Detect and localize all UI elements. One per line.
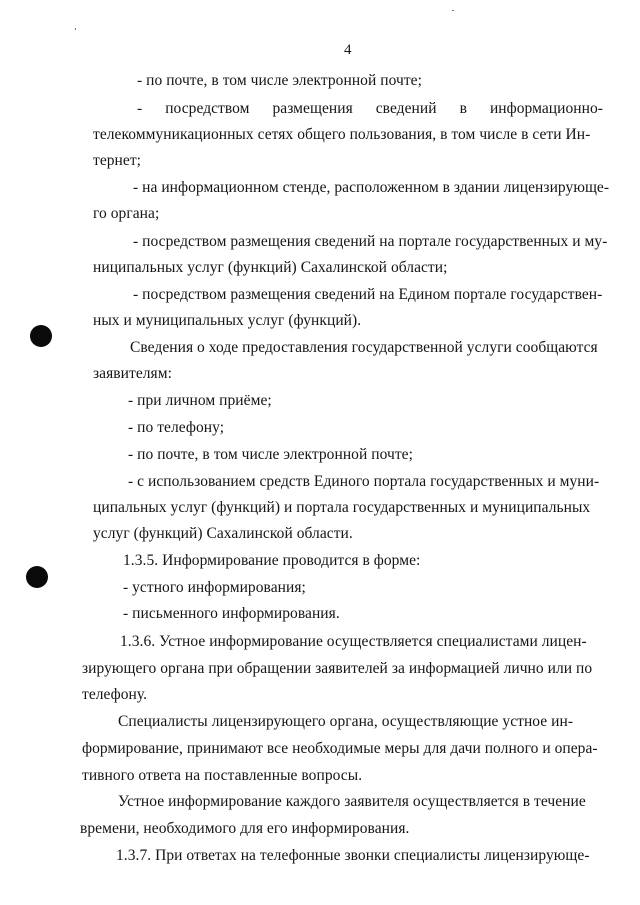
text-line: - с использованием средств Единого портала государственных и муни-: [128, 473, 600, 490]
text-line: - по почте, в том числе электронной почте;: [137, 72, 422, 89]
text-line: времени, необходимого для его информирования.: [80, 820, 410, 837]
text-line: 1.3.5. Информирование проводится в форме:: [123, 552, 421, 569]
text-line: телефону.: [82, 686, 148, 703]
word: посредством: [165, 100, 250, 117]
word: -: [137, 100, 143, 117]
word: размещения: [272, 100, 353, 117]
text-line: формирование, принимают все необходимые меры для дачи полного и опера-: [82, 740, 598, 757]
text-line: зирующего органа при обращении заявителей за информацией лично или по: [82, 660, 593, 677]
text-line: - при личном приёме;: [128, 392, 272, 409]
scan-speck: [452, 10, 454, 11]
word: сведений: [375, 100, 437, 117]
text-line: - посредством размещения сведений на Едином портале государствен-: [133, 286, 603, 303]
punch-hole: [30, 325, 52, 347]
text-line: услуг (функций) Сахалинской области.: [93, 525, 353, 542]
text-line: - на информационном стенде, расположенном в здании лицензирующе-: [133, 179, 610, 196]
text-line: 1.3.7. При ответах на телефонные звонки специалисты лицензирующе-: [116, 847, 590, 864]
text-line: тернет;: [93, 152, 142, 169]
text-line: тивного ответа на поставленные вопросы.: [82, 767, 363, 784]
punch-hole: [26, 566, 48, 588]
text-line: ципальных услуг (функций) и портала государственных и муниципальных: [93, 499, 591, 516]
text-line-spread: [137, 100, 603, 118]
text-line: - письменного информирования.: [123, 605, 340, 622]
text-line: - устного информирования;: [123, 579, 306, 596]
text-line: го органа;: [93, 205, 160, 222]
text-line: 1.3.6. Устное информирование осуществляется специалистами лицен-: [120, 633, 587, 650]
text-line: Сведения о ходе предоставления государственной услуги сообщаются: [130, 339, 598, 356]
text-line: Специалисты лицензирующего органа, осуществляющие устное ин-: [118, 713, 574, 730]
page-number: 4: [344, 42, 352, 58]
text-line: заявителям:: [93, 365, 172, 382]
word: информационно-: [489, 100, 603, 117]
text-line: Устное информирование каждого заявителя осуществляется в течение: [118, 793, 586, 810]
text-line: - по телефону;: [128, 419, 225, 436]
text-line: - посредством размещения сведений на портале государственных и му-: [133, 233, 608, 250]
scan-speck: [75, 28, 76, 30]
text-line: ниципальных услуг (функций) Сахалинской области;: [93, 259, 448, 276]
text-line: телекоммуникационных сетях общего пользования, в том числе в сети Ин-: [93, 126, 591, 143]
text-line: - по почте, в том числе электронной почте;: [128, 446, 413, 463]
word: в: [459, 100, 467, 117]
text-line: ных и муниципальных услуг (функций).: [93, 312, 362, 329]
